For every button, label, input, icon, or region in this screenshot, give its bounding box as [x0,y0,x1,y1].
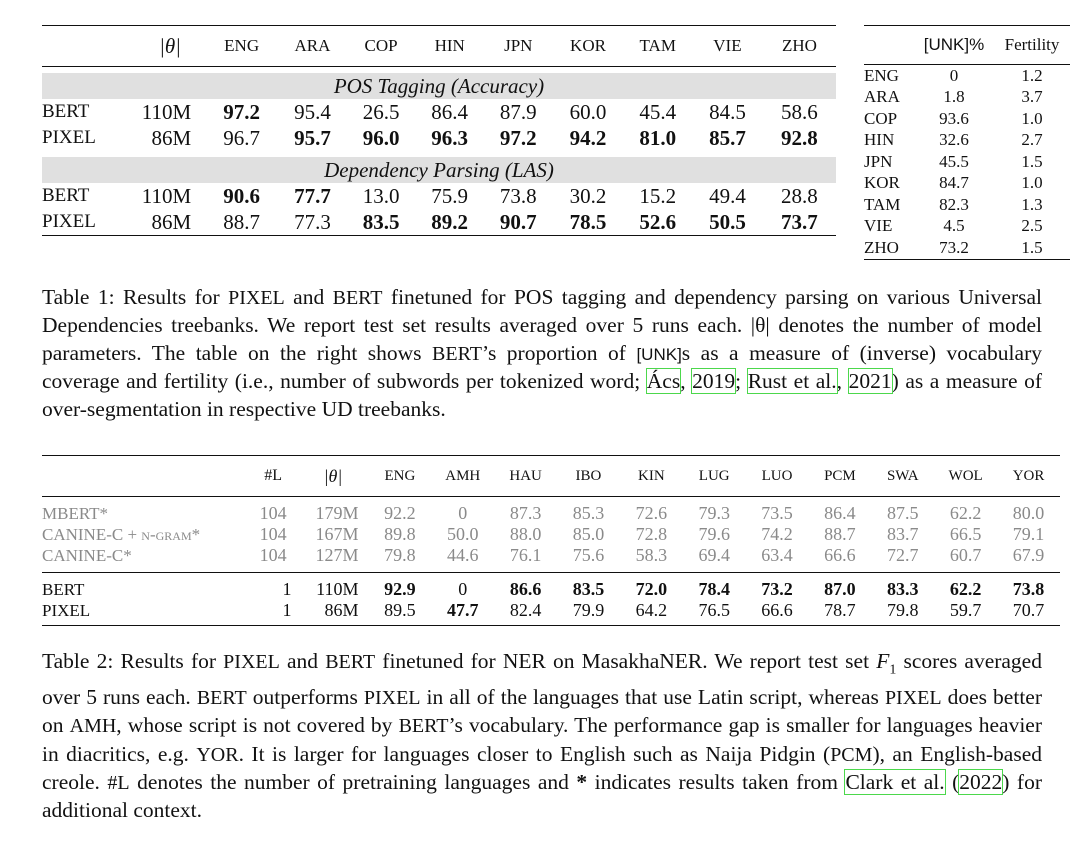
score-cell: 79.6 [698,524,730,544]
score-cell: 45.4 [639,99,677,124]
score-cell: 15.2 [639,183,677,208]
score-cell: 79.3 [698,503,730,523]
unk-table-row [864,151,1070,173]
unk-table-header-row [864,26,1070,65]
citation-clark-year-link[interactable]: 2022 [959,769,1003,794]
fertility-value: 2.5 [1021,216,1043,236]
table-2-header-cell [42,456,249,497]
unk-table-header-cell [864,26,914,65]
score-cell: 72.6 [635,503,668,523]
score-cell: 96.7 [223,125,261,150]
table-1-row [42,125,836,151]
table-1-section-row [42,73,836,99]
score-cell: 78.4 [698,579,730,599]
score-cell: 60.0 [569,99,607,124]
language-code: ZHO [864,237,914,259]
fertility-value: 1.0 [1021,173,1043,193]
citation-acs-year-link[interactable]: 2019 [692,369,736,394]
language-code: ARA [864,87,900,107]
score-cell: 80.0 [1012,503,1045,523]
model-name: CANINE-C* [42,545,249,573]
table-2-reference-row [42,545,1060,573]
results-table-2 [42,455,1060,626]
score-cell: 90.6 [223,183,261,208]
unk-percent: 93.6 [939,108,969,128]
score-cell: 73.8 [1012,579,1045,599]
table-1-section-title: POS Tagging (Accuracy) [42,73,836,99]
param-count: 110M [316,579,359,599]
table-1-header-cell: |θ| [135,26,205,67]
score-cell: 72.8 [635,524,668,544]
num-languages: 1 [249,600,298,626]
score-cell: 86.6 [509,579,542,599]
score-cell: 87.0 [824,579,856,599]
unk-fertility-table [864,25,1070,260]
param-count: 179M [315,503,359,523]
score-cell: 76.5 [683,600,746,626]
score-cell: 85.3 [572,503,605,523]
table-1-header-cell: VIE [692,26,763,67]
param-count: 86M [151,125,192,150]
score-cell: 83.5 [347,209,416,236]
table-1-header-row [42,26,836,67]
unk-percent: 4.5 [943,216,965,236]
score-cell: 60.7 [934,545,997,573]
language-code: VIE [864,216,893,236]
score-cell: 70.7 [997,600,1060,626]
score-cell: 88.7 [205,209,278,236]
score-cell: 52.6 [623,209,692,236]
fertility-value: 1.5 [1021,151,1043,171]
table-1-header-cell: KOR [553,26,624,67]
score-cell: 82.4 [494,600,557,626]
unk-table-row [864,87,1070,109]
score-cell: 81.0 [639,125,677,150]
unk-percent: 0 [949,65,959,85]
table-2-header-cell: |θ| [298,456,369,497]
score-cell: 47.7 [431,600,494,626]
language-code: JPN [864,151,893,171]
fertility-value: 1.0 [1021,108,1043,128]
table-1-header-cell: COP [347,26,416,67]
score-cell: 95.4 [294,99,331,124]
param-count: 110M [141,183,192,208]
language-code: KOR [864,173,900,193]
score-cell: 13.0 [362,183,400,208]
score-cell: 58.3 [620,545,683,573]
unk-percent: 1.8 [943,87,965,107]
unk-table-row [864,216,1070,238]
score-cell: 97.2 [223,99,261,124]
score-cell: 49.4 [709,183,746,208]
model-name: MBERT* [42,503,109,523]
table-1-header-cell: ENG [205,26,278,67]
model-name: PIXEL [42,209,135,236]
score-cell: 79.1 [1012,524,1045,544]
num-languages: 104 [249,545,298,573]
score-cell: 79.8 [368,545,431,573]
score-cell: 92.9 [384,579,416,599]
model-name: PIXEL [42,600,249,626]
score-cell: 83.7 [887,524,919,544]
score-cell: 97.2 [499,125,537,150]
table-1-row [42,183,836,209]
table-2-header-cell: LUO [746,456,809,497]
unk-table-header-cell: Fertility [994,26,1070,65]
score-cell: 44.6 [431,545,494,573]
score-cell: 30.2 [569,183,607,208]
unk-percent: 45.5 [939,151,969,171]
table-2-header-cell: IBO [557,456,620,497]
score-cell: 88.0 [509,524,542,544]
score-cell: 87.3 [509,503,542,523]
score-cell: 50.5 [692,209,763,236]
score-cell: 79.8 [871,600,934,626]
table-1-header-cell: ARA [278,26,347,67]
language-code: HIN [864,130,895,150]
num-languages: 104 [259,503,287,523]
table-2-header-cell: AMH [431,456,494,497]
score-cell: 62.2 [949,503,982,523]
fertility-value: 1.2 [1021,65,1043,85]
table-2-header-cell: ENG [368,456,431,497]
score-cell: 88.7 [824,524,856,544]
score-cell: 66.6 [808,545,871,573]
table-2-header-cell: LUG [683,456,746,497]
unk-percent: 32.6 [939,130,969,150]
score-cell: 96.0 [362,125,400,150]
score-cell: 0 [458,579,468,599]
score-cell: 76.1 [494,545,557,573]
table-2-header-cell: PCM [808,456,871,497]
score-cell: 79.9 [557,600,620,626]
num-languages: 104 [259,524,287,544]
language-code: COP [864,108,898,128]
score-cell: 85.7 [709,125,746,150]
unk-table-row [864,130,1070,152]
model-name: PIXEL [42,127,96,148]
model-name: BERT [42,579,85,599]
score-cell: 77.7 [294,183,331,208]
unk-table-row [864,65,1070,87]
table-2-header-cell: KIN [620,456,683,497]
score-cell: 73.8 [499,183,537,208]
score-cell: 89.5 [368,600,431,626]
unk-table-row [864,194,1070,216]
score-cell: 89.2 [415,209,484,236]
param-count: 86M [135,209,205,236]
table-2-header-row [42,456,1060,497]
score-cell: 94.2 [569,125,607,150]
unk-percent: 82.3 [939,194,969,214]
score-cell: 73.2 [761,579,793,599]
table-2-caption: Table 2: Results for PIXEL and BERT finetuned for NER on MasakhaNER. We report test set $F_1$ scores averaged over 5 runs each. BERT outperforms PIXEL in all of the languages that use Latin script, whereas PIXEL does better on AMH, whose script is not covered by BERT’s vocabulary. The performance gap is smaller for languages heavier in diacritics, e.g. YOR. It is larger for languages closer to English such as Naija Pidgin (PCM), an English-based creole. #L denotes the number of pretraining languages and * indicates results taken from Clark et al. (2022) for additional context. [42,649,1043,823]
score-cell: 64.2 [620,600,683,626]
model-name: CANINE-C + n-gram* [42,524,201,544]
score-cell: 77.3 [278,209,347,236]
table-2-header-cell: SWA [871,456,934,497]
unk-percent: 73.2 [914,237,994,259]
model-name: BERT [42,185,90,206]
table-2-reference-row [42,524,1060,545]
unk-table-row [864,237,1070,259]
score-cell: 96.3 [431,125,469,150]
score-cell: 58.6 [781,99,818,124]
score-cell: 83.5 [572,579,605,599]
score-cell: 92.2 [384,503,416,523]
score-cell: 83.3 [887,579,919,599]
language-code: ENG [864,65,899,85]
score-cell: 63.4 [746,545,809,573]
table-2-reference-row [42,503,1060,524]
table-1-section-row [42,157,836,183]
score-cell: 74.2 [761,524,793,544]
table-1-header-cell: JPN [484,26,553,67]
citation-acs-link[interactable]: Ács [646,369,681,394]
score-cell: 92.8 [781,125,818,150]
unk-table-row [864,108,1070,130]
score-cell: 78.5 [553,209,624,236]
score-cell: 78.7 [808,600,871,626]
score-cell: 28.8 [781,183,818,208]
score-cell: 72.7 [871,545,934,573]
score-cell: 50.0 [447,524,479,544]
score-cell: 67.9 [997,545,1060,573]
score-cell: 86.4 [431,99,469,124]
score-cell: 69.4 [683,545,746,573]
param-count: 127M [298,545,369,573]
results-table-1 [42,25,836,236]
table-1-header-cell [42,26,135,67]
unk-table-header-cell: [UNK]% [914,26,994,65]
param-count: 167M [315,524,359,544]
score-cell: 72.0 [635,579,668,599]
unk-percent: 84.7 [939,173,969,193]
unk-table-row [864,173,1070,195]
score-cell: 73.7 [763,209,836,236]
score-cell: 73.5 [761,503,793,523]
score-cell: 87.9 [499,99,537,124]
score-cell: 75.9 [431,183,469,208]
citation-rust-link[interactable]: Rust et al. [747,369,837,394]
score-cell: 62.2 [949,579,982,599]
score-cell: 85.0 [572,524,605,544]
citation-rust-year-link[interactable]: 2021 [848,369,892,394]
table-2-header-cell: #L [249,456,298,497]
table-1-row [42,209,836,236]
param-count: 86M [298,600,369,626]
fertility-value: 2.7 [1021,130,1043,150]
score-cell: 89.8 [384,524,416,544]
table-2-row [42,600,1060,626]
table-1-caption: Table 1: Results for PIXEL and BERT finetuned for POS tagging and dependency parsing on various Universal Dependencies treebanks. We report test set results averaged over 5 runs each. |θ| denotes the number of model parameters. The table on the right shows BERT’s proportion of [UNK]s as a measure of (inverse) vocabulary coverage and fertility (i.e., number of subwords per tokenized word; Ács, 2019; Rust et al., 2021) as a measure of over-segmentation in respective UD treebanks. [42,285,1043,421]
score-cell: 95.7 [294,125,331,150]
score-cell: 75.6 [557,545,620,573]
score-cell: 86.4 [824,503,856,523]
table-1-header-cell: ZHO [763,26,836,67]
fertility-value: 1.5 [994,237,1070,259]
table-2-header-cell: HAU [494,456,557,497]
table-2-header-cell: YOR [997,456,1060,497]
table-2-header-cell: WOL [934,456,997,497]
citation-clark-link[interactable]: Clark et al. [845,769,945,794]
num-languages: 1 [282,579,292,599]
language-code: TAM [864,194,901,214]
table-1-row [42,99,836,125]
param-count: 110M [141,99,192,124]
score-cell: 84.5 [709,99,746,124]
score-cell: 0 [458,503,468,523]
score-cell: 87.5 [887,503,919,523]
score-cell: 59.7 [934,600,997,626]
model-name: BERT [42,101,90,122]
score-cell: 90.7 [484,209,553,236]
fertility-value: 1.3 [1021,194,1043,214]
table-2-row [42,579,1060,600]
score-cell: 66.6 [746,600,809,626]
table-1-header-cell: TAM [623,26,692,67]
score-cell: 26.5 [362,99,400,124]
fertility-value: 3.7 [1021,87,1043,107]
table-1-header-cell: HIN [415,26,484,67]
score-cell: 66.5 [949,524,982,544]
table-1-section-title: Dependency Parsing (LAS) [42,157,836,183]
